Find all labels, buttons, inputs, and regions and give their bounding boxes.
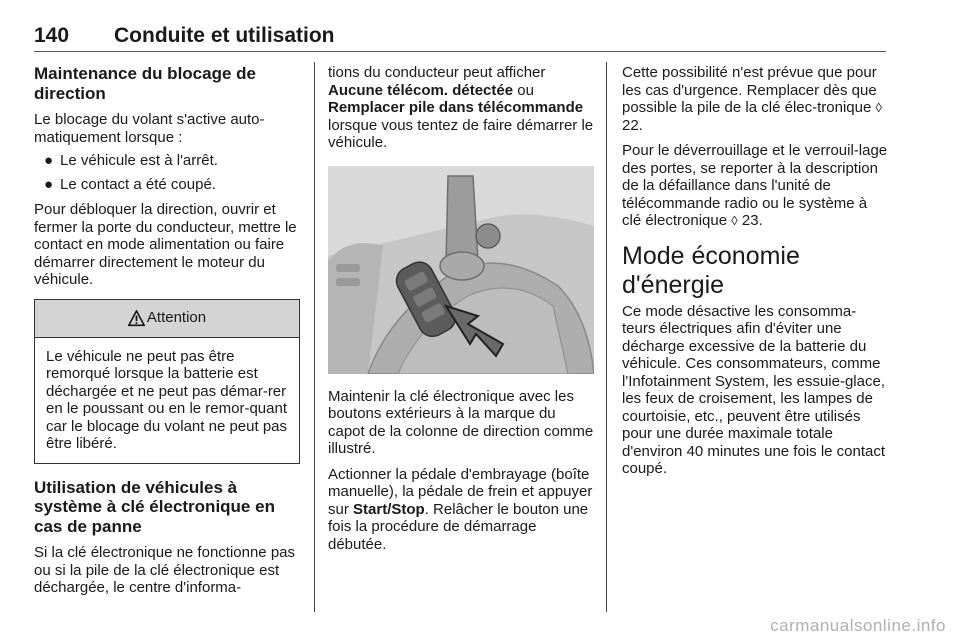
- attention-box: [34, 299, 300, 464]
- bullet-list: [34, 152, 300, 193]
- paragraph-hold-key: Maintenir la clé électronique avec les boutons extérieurs à la marque du capot de la colonne de direction comme illustré.: [328, 387, 594, 457]
- column-3: [622, 64, 888, 486]
- page-header: [34, 22, 886, 52]
- header-divider: [34, 51, 886, 52]
- attention-title: Attention: [146, 309, 207, 327]
- section-heading-energy-saving: Mode économie d'énergie: [622, 241, 800, 299]
- watermark: carmanualsonline.info: [770, 616, 946, 635]
- column-2: [328, 64, 594, 561]
- page-number: 140: [34, 24, 70, 47]
- attention-body: Le véhicule ne peut pas être remorqué lorsque la batterie est déchargée et ne peut pas démar-rer en le poussant ou en le remor-quant car le blocage du volant ne peut pas être libéré.: [46, 347, 288, 452]
- column-1: [34, 64, 300, 605]
- page-reference: 22.: [622, 116, 643, 134]
- paragraph-unlock: Pour débloquer la direction, ouvrir et fermer la porte du conducteur, mettre le contact en mode alimentation ou faire démarrer directement le moteur du véhicule.: [34, 201, 297, 288]
- start-stop-label: Start/Stop: [353, 500, 425, 518]
- column-divider-2: [606, 62, 607, 612]
- page-reference-icon: ◊: [731, 213, 738, 228]
- paragraph-start-procedure: Actionner la pédale d'embrayage (boîte manuelle), la pédale de frein et appuyer sur Start/Stop. Relâcher le bouton une fois la procédure de démarrage débutée.: [328, 465, 593, 553]
- chapter-title: Conduite et utilisation: [114, 24, 335, 47]
- message-replace-battery: Remplacer pile dans télécommande: [328, 99, 584, 116]
- bullet-icon: ●: [44, 175, 54, 193]
- paragraph-intro: Le blocage du volant s'active auto-matiquement lorsque :: [34, 111, 265, 146]
- warning-triangle-icon: [128, 310, 145, 327]
- paragraph-door-locking: Pour le déverrouillage et le verrouil-lage des portes, se reporter à la description de la défaillance dans l'unité de télécommande radio ou le système à clé électronique ◊ 23.: [622, 142, 888, 229]
- attention-header: [35, 300, 299, 338]
- paragraph-key-failure: Si la clé électronique ne fonctionne pas ou si la pile de la clé électronique est déchargée, le centre d'informa-: [34, 544, 296, 596]
- paragraph-emergency-only: Cette possibilité n'est prévue que pour les cas d'urgence. Remplacer dès que possible la pile de la clé élec-tronique ◊ 22.: [622, 64, 882, 134]
- column-divider-1: [314, 62, 315, 612]
- paragraph-energy-saving: Ce mode désactive les consomma-teurs électriques afin d'éviter une décharge excessive de la batterie du véhicule. Ces consommateurs, comme l'Infotainment System, les essuie-glace, les feux de croisement, les lampes de courtoisie, etc., peuvent être utilisés pour une durée maximale totale d'environ 40 minutes une fois le contact coupé.: [622, 302, 886, 477]
- section-heading-electronic-key: Utilisation de véhicules à système à clé électronique en cas de panne: [34, 477, 275, 536]
- list-item: ● Le véhicule est à l'arrêt.: [44, 152, 218, 169]
- page-reference-icon: ◊: [875, 100, 882, 115]
- message-no-remote: Aucune télécom. détectée: [328, 81, 514, 99]
- list-item: ● Le contact a été coupé.: [44, 175, 216, 193]
- page-reference: 23.: [737, 212, 763, 229]
- bullet-icon: ●: [44, 152, 54, 169]
- paragraph-dic-message: tions du conducteur peut afficher Aucune télécom. détectée ou Remplacer pile dans télécommande lorsque vous tentez de faire démarrer le véhicule.: [328, 64, 594, 151]
- steering-column-illustration: [328, 166, 594, 374]
- section-heading-steering-lock: Maintenance du blocage de direction: [34, 64, 256, 103]
